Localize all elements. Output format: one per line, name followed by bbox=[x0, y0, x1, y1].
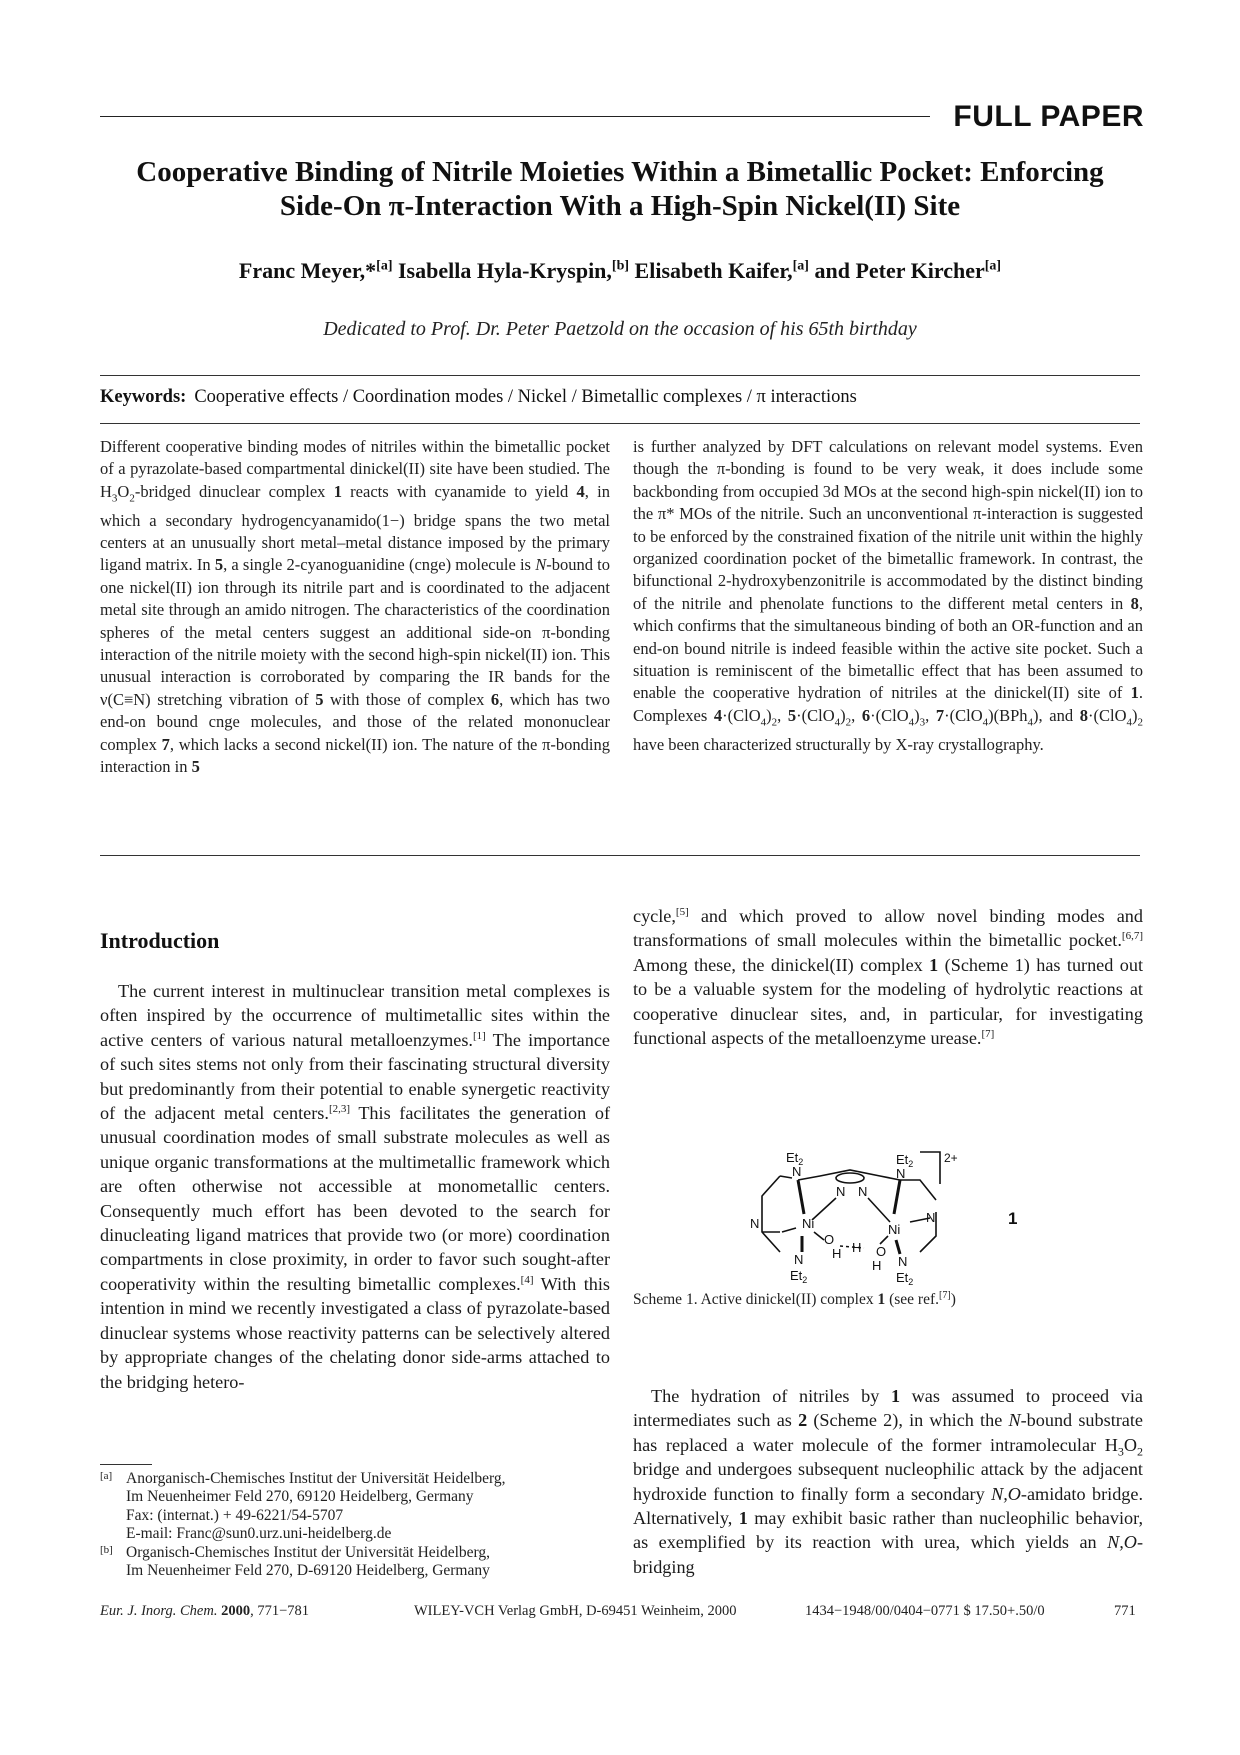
scheme-h-label: H bbox=[832, 1246, 842, 1261]
scheme-ni-label: Ni bbox=[802, 1216, 815, 1231]
abstract-bottom-rule bbox=[100, 855, 1140, 856]
compound-number-label: 1 bbox=[1008, 1209, 1018, 1228]
keywords-label: Keywords: bbox=[100, 387, 187, 407]
scheme-bond bbox=[814, 1232, 824, 1240]
abstract-column-right: is further analyzed by DFT calculations on relevant model systems. Even though the π-bonding is found to be very weak, it does include some backbonding from occupied 3d MOs at the second high-spin nickel(II) ion to the π* MOs of the nitrile. Such an unconventional π-interaction is suggested to be enforced by the constrained fixation of the nitrile unit within the highly organized coordination pocket of the bimetallic framework. In contrast, the bifunctional 2-hydroxybenzonitrile is accommodated by the distinct binding of the nitrile and phenolate functions to the different metal centers in 8, which confirms that the simultaneous binding of both an OR-function and an end-on bound nitrile is indeed feasible within the active site pocket. Such a situation is reminiscent of the bimetallic effect that has been assumed to enable the cooperative hydration of nitriles at the dinickel(II) site of 1. Complexes $4\cdot(ClO_4)_2$, $5\cdot(ClO_4)_2$, $6\cdot(ClO_4)_3$, 7·(ClO$_4$)(BPh$_4$), and $8\cdot(ClO_4)_2$ have been characterized structurally by X-ray crystallography. bbox=[633, 437, 1143, 754]
intro-paragraph: The current interest in multinuclear transition metal complexes is often inspired by the occurrence of multimetallic sites within the active centers of various natural metalloenzymes.[1] The importance of such sites stems not only from their fascinating structural diversity but predominantly from their potential to enable synergetic reactivity of the adjacent metal centers.[2,3] This facilitates the generation of unusual coordination modes of small substrate molecules as well as unique organic transformations at the multimetallic framework which are often otherwise not accessible at monometallic centers. Consequently much effort has been devoted to the search for dinucleating ligand matrices that provide two (or more) coordination compartments in close proximity, in order to favor such sought-after cooperativity within the resulting bimetallic complexes.[4] With this intention in mind we recently investigated a class of pyrazolate-based dinuclear systems whose reactivity patterns can be selectively altered by appropriate changes of the chelating donor side-arms attached to the bridging hetero- bbox=[100, 981, 610, 1392]
author-affiliation: [a] bbox=[376, 258, 393, 274]
author: Elisabeth Kaifer, bbox=[634, 258, 793, 283]
title-line-1: Cooperative Binding of Nitrile Moieties Within a Bimetallic Pocket: Enforcing bbox=[136, 156, 1104, 188]
keywords-top-rule bbox=[100, 375, 1140, 376]
intro-column-right-bottom bbox=[633, 1384, 1143, 1579]
intro-paragraph: cycle,[5] and which proved to allow novel binding modes and transformations of small molecules within the bimetallic pocket.[6,7] Among these, the dinickel(II) complex 1 (Scheme 1) has turned out to be a valuable system for the modeling of hydrolytic reactions at cooperative dinuclear sites, and, in particular, for investigating functional aspects of the metalloenzyme urease.[7] bbox=[633, 905, 1143, 1049]
scheme-bond bbox=[762, 1176, 780, 1216]
footer-citation: Eur. J. Inorg. Chem. 2000, 771−781 bbox=[100, 1603, 310, 1619]
scheme-h-label: H bbox=[852, 1240, 862, 1255]
footnote-b: [b] Organisch-Chemisches Institut der Universität Heidelberg, Im Neuenheimer Feld 270, D-69120 Heidelberg, Germany bbox=[100, 1543, 491, 1580]
author: Isabella Hyla-Kryspin, bbox=[398, 258, 612, 283]
scheme-n-label: N bbox=[792, 1164, 802, 1179]
scheme-bond bbox=[798, 1180, 804, 1214]
scheme-bond bbox=[880, 1236, 888, 1244]
paper-title bbox=[100, 155, 1140, 223]
scheme-n-label: N bbox=[896, 1166, 906, 1181]
section-heading-introduction: Introduction bbox=[100, 928, 220, 953]
scheme-bond bbox=[780, 1176, 792, 1178]
scheme-bond bbox=[868, 1198, 890, 1222]
scheme-bond bbox=[894, 1180, 900, 1214]
author: Franc Meyer,* bbox=[238, 258, 377, 283]
title-line-2: Side-On π-Interaction With a High-Spin Nickel(II) Site bbox=[279, 190, 961, 222]
footer-code: 1434−1948/00/0404−0771 $ 17.50+.50/0 bbox=[805, 1603, 1045, 1619]
footnote-rule bbox=[100, 1464, 152, 1465]
scheme-et2-label: $Et_2$ bbox=[896, 1152, 914, 1169]
affiliation-footnotes bbox=[100, 1470, 620, 1580]
intro-paragraph: The hydration of nitriles by 1 was assumed to proceed via intermediates such as 2 (Scheme 2), in which the N-bound substrate has replaced a water molecule of the former intramolecular $H_3O_2$ bridge and undergoes subsequent nucleophilic attack by the adjacent hydroxide function to finally form a secondary N,O-amidato bridge. Alternatively, 1 may exhibit basic rather than nucleophilic behavior, as exemplified by its reaction with urea, which yields an N,O-bridging bbox=[633, 1386, 1143, 1577]
scheme-bond bbox=[798, 1170, 900, 1180]
scheme-n-label: N bbox=[750, 1216, 760, 1231]
scheme-n-label: N bbox=[898, 1254, 908, 1269]
scheme-h-label: H bbox=[872, 1258, 882, 1273]
scheme-o-label: O bbox=[876, 1244, 887, 1259]
scheme-bond bbox=[896, 1240, 900, 1254]
intro-column-left bbox=[100, 979, 610, 1394]
scheme-bracket bbox=[920, 1152, 940, 1184]
scheme-bond bbox=[900, 1180, 936, 1200]
author: and Peter Kircher bbox=[814, 258, 985, 283]
scheme-ring bbox=[836, 1173, 864, 1183]
scheme-et2-label: $Et_2$ bbox=[896, 1270, 914, 1287]
scheme-bond bbox=[782, 1228, 796, 1232]
author-affiliation: [a] bbox=[984, 258, 1002, 274]
keywords-bottom-rule bbox=[100, 423, 1140, 424]
scheme-et2-label: $Et_2$ bbox=[790, 1268, 808, 1285]
scheme-ni-label: Ni bbox=[888, 1222, 901, 1237]
scheme-charge-label: 2+ bbox=[944, 1151, 958, 1165]
author-affiliation: [a] bbox=[792, 258, 809, 274]
scheme-n-label: N bbox=[858, 1184, 868, 1199]
keywords-text: Cooperative effects / Coordination modes / Nickel / Bimetallic complexes / π interactions bbox=[194, 387, 857, 407]
scheme-1-caption: Scheme 1. Active dinickel(II) complex 1 (see ref.[7]) bbox=[633, 1290, 956, 1309]
section-label: FULL PAPER bbox=[953, 100, 1144, 133]
footer-publisher: WILEY-VCH Verlag GmbH, D-69451 Weinheim, 2000 bbox=[414, 1603, 737, 1619]
scheme-o-label: O bbox=[824, 1232, 835, 1247]
scheme-n-label: N bbox=[836, 1184, 846, 1199]
abstract-column-left: Different cooperative binding modes of nitriles within the bimetallic pocket of a pyrazolate-based compartmental dinickel(II) site have been studied. The $H_3O_2$-bridged dinuclear complex 1 reacts with cyanamide to yield 4, in which a secondary hydrogencyanamido(1−) bridge spans the two metal centers at an unusually short metal–metal distance imposed by the primary ligand matrix. In 5, a single 2-cyanoguanidine (cnge) molecule is N-bound to one nickel(II) ion through its nitrile part and is coordinated to the adjacent metal site through an amido nitrogen. The characteristics of the coordination spheres of the metal centers suggest an additional side-on π-bonding interaction of the nitrile moiety with the second high-spin nickel(II) ion. This unusual interaction is corroborated by comparing the IR bands for the ν(C≡N) stretching vibration of 5 with those of complex 6, which has two end-on bound cnge molecules, and those of the related mononuclear complex 7, which lacks a second nickel(II) ion. The nature of the π-bonding interaction in 5 bbox=[100, 437, 611, 776]
footnote-a: [a] Anorganisch-Chemisches Institut der Universität Heidelberg, Im Neuenheimer Feld 270, 69120 Heidelberg, Germany Fax: (internat.) + 49-6221/54-5707 E-mail: Franc@sun0.urz.uni-heidelberg.de bbox=[100, 1470, 506, 1543]
header-rule bbox=[100, 116, 930, 117]
scheme-et2-label: $Et_2$ bbox=[786, 1150, 804, 1167]
scheme-n-label: N bbox=[794, 1252, 804, 1267]
author-list bbox=[100, 258, 1140, 284]
page-number: 771 bbox=[1114, 1603, 1136, 1619]
author-affiliation: [b] bbox=[611, 258, 630, 274]
scheme-bond bbox=[762, 1216, 780, 1252]
dedication: Dedicated to Prof. Dr. Peter Paetzold on the occasion of his 65th birthday bbox=[323, 318, 917, 340]
scheme-1-structure bbox=[740, 1140, 1140, 1310]
keywords bbox=[100, 387, 1140, 408]
scheme-bond bbox=[812, 1198, 836, 1220]
scheme-n-label: N bbox=[926, 1210, 936, 1225]
intro-column-right-top bbox=[633, 904, 1143, 1050]
